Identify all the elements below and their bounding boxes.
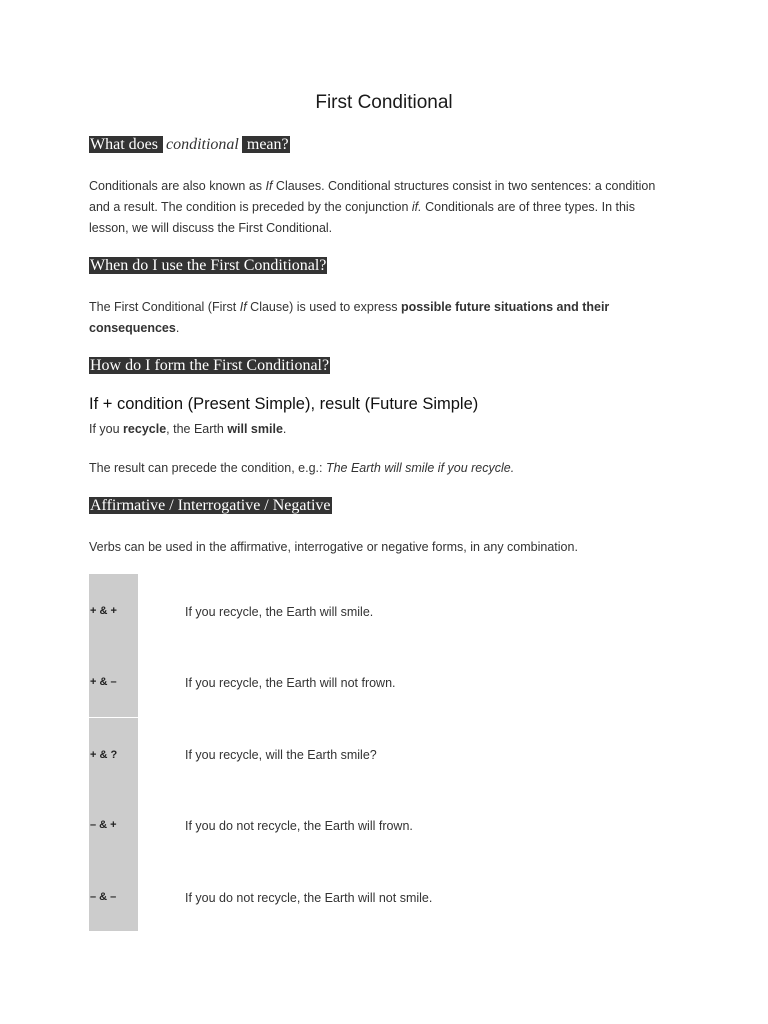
combination-key: + & – <box>90 676 117 689</box>
text-span: The result can precede the condition, e.g.: <box>89 461 326 475</box>
combination-key-cell <box>89 717 138 789</box>
italic-if: if. <box>411 200 422 214</box>
combination-example: If you recycle, will the Earth smile? <box>185 747 377 762</box>
combination-example: If you recycle, the Earth will not frown. <box>185 676 396 691</box>
heading-text: Affirmative / Interrogative / Negative <box>90 497 331 514</box>
combination-example: If you do not recycle, the Earth will frown. <box>185 819 413 834</box>
combination-key-cell <box>89 788 138 859</box>
heading-how-to-form <box>89 355 330 377</box>
text-span: Clause) is used to express <box>246 300 401 314</box>
page-title: First Conditional <box>315 92 453 113</box>
table-row <box>89 860 589 931</box>
combination-key: – & + <box>90 819 117 832</box>
table-row <box>89 574 589 645</box>
text-span: , the Earth <box>166 422 228 436</box>
heading-part-1: What does <box>90 136 162 153</box>
bold-word: will smile <box>227 422 283 436</box>
table-row <box>89 645 589 716</box>
italic-if: If <box>239 300 247 314</box>
text-span: . <box>282 422 287 436</box>
combination-example: If you do not recycle, the Earth will not smile. <box>185 890 433 905</box>
heading-when-to-use <box>89 255 327 277</box>
table-row <box>89 717 589 788</box>
italic-if: If <box>265 179 273 193</box>
combination-example: If you recycle, the Earth will smile. <box>185 605 374 619</box>
paragraph-usage <box>89 297 659 339</box>
combination-key: + & + <box>90 605 117 617</box>
heading-text: How do I form the First Conditional? <box>90 357 330 374</box>
text-span: Conditionals are also known as <box>89 179 266 193</box>
bold-phrase: possible future situations and their consequences <box>89 300 610 335</box>
heading-what-does-conditional-mean <box>89 134 290 156</box>
paragraph-forms: Verbs can be used in the affirmative, interrogative or negative forms, in any combination. <box>89 540 578 554</box>
heading-part-2: mean? <box>242 136 289 153</box>
example-sentence <box>89 419 659 440</box>
text-span: If you <box>89 422 124 436</box>
combination-key: + & ? <box>90 748 118 761</box>
heading-italic-word: conditional <box>163 136 242 153</box>
formula: If + condition (Present Simple), result (Future Simple) <box>89 395 479 413</box>
combination-key: – & – <box>90 890 117 903</box>
combination-key-cell <box>89 645 138 716</box>
text-span: . <box>175 321 180 335</box>
combination-key-cell <box>89 860 138 931</box>
paragraph-result-first <box>89 458 659 479</box>
paragraph-conditional-definition <box>89 176 659 239</box>
italic-example: The Earth will smile if you recycle. <box>325 461 515 475</box>
heading-text: When do I use the First Conditional? <box>90 257 327 274</box>
text-span: Clauses. Conditional structures consist in two sentences: a condition and a result. The condition is preceded by the conjunction <box>89 179 656 214</box>
table-row <box>89 788 589 859</box>
bold-word: recycle <box>123 422 167 436</box>
text-span: The First Conditional (First <box>89 300 240 314</box>
heading-affirmative-interrogative-negative <box>89 495 332 517</box>
text-span: Conditionals are of three types. In this lesson, we will discuss the First Conditional. <box>89 200 635 235</box>
combinations-table <box>89 574 589 931</box>
combination-key-cell <box>89 574 138 645</box>
